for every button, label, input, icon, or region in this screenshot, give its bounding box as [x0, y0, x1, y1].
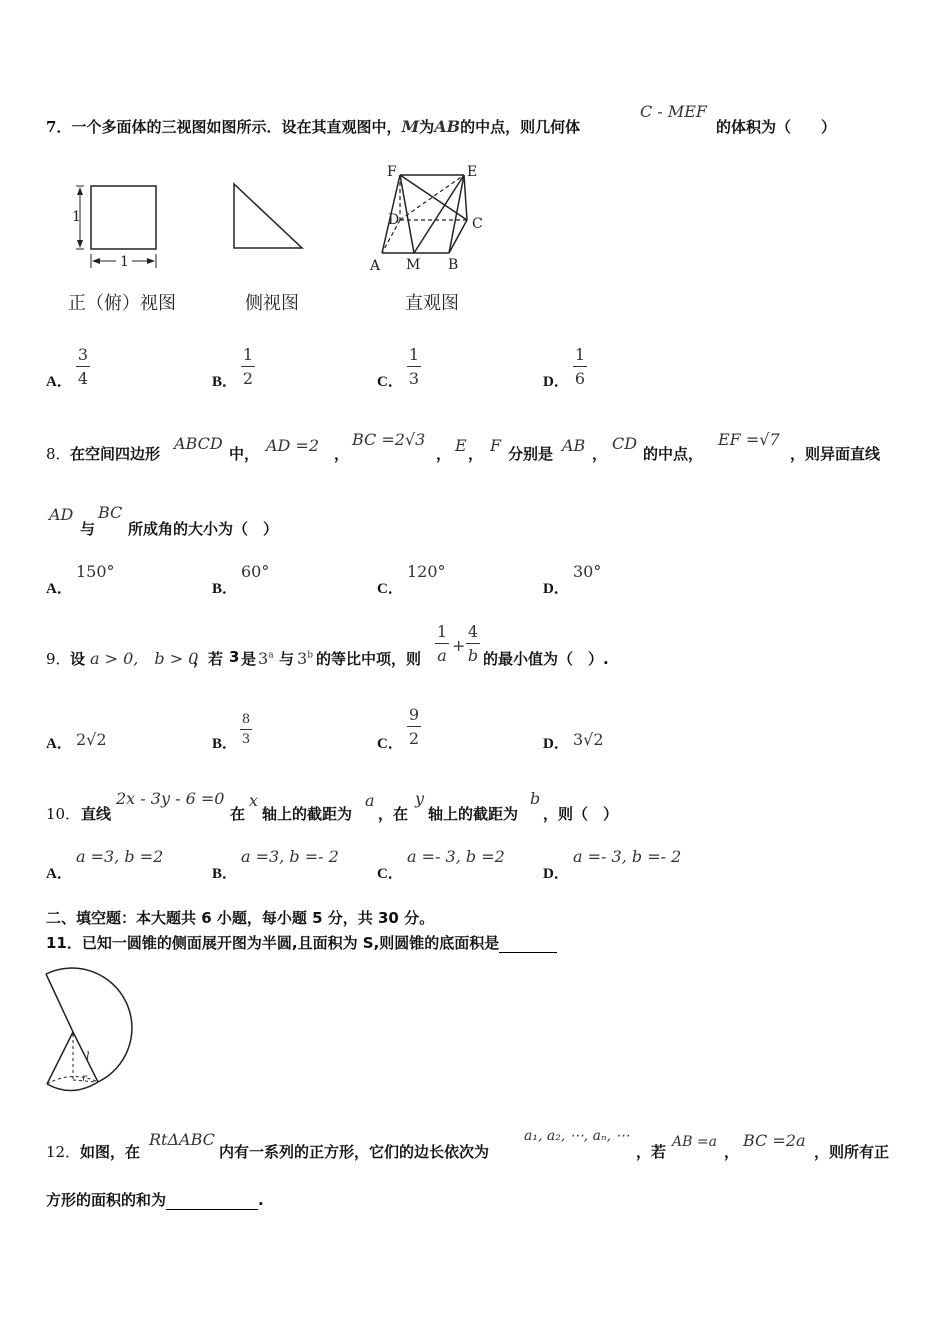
q8-option-c-label[interactable]: C． [377, 581, 403, 597]
q8-text-2: 中， [229, 445, 260, 463]
q12-text-1: 如图，在 [80, 1143, 141, 1161]
q8-comma-4: ， [592, 445, 608, 463]
q7-option-c-label[interactable]: C． [377, 374, 403, 390]
q10-option-b-value[interactable]: a =3, b =- 2 [241, 847, 339, 866]
q7-ab: AB [434, 117, 461, 136]
q10-text-5: 轴上的截距为 [428, 805, 519, 823]
cube-label-c: C [472, 216, 483, 232]
q7-d-den: 6 [574, 369, 586, 388]
q8-text-7: 所成角的大小为（ ） [128, 520, 279, 538]
sector-radius [46, 974, 73, 1032]
q9-f1-num: 1 [436, 622, 448, 641]
q7-stem [46, 116, 580, 137]
q7-option-a-value[interactable] [76, 345, 90, 388]
q12-text-2: 内有一系列的正方形，它们的边长依次为 [219, 1143, 490, 1161]
q8-option-a-label[interactable]: A． [46, 581, 72, 597]
q7-number: 7． [46, 118, 72, 136]
q7-caption-front: 正（俯）视图 [68, 293, 176, 314]
q8-text-1: 在空间四边形 [70, 445, 161, 463]
q8-option-b-value[interactable]: 60° [241, 562, 270, 581]
q10-text-6: ，则（ ） [543, 805, 619, 823]
q8-e: E [455, 436, 467, 455]
q9-power-a-exp: a [268, 650, 274, 661]
q9-option-c-value[interactable] [407, 705, 421, 748]
q9-option-d-label[interactable]: D． [543, 736, 569, 752]
q12-text-5: 方形的面积的和为 [46, 1191, 167, 1209]
q9-power-b [297, 649, 313, 668]
front-view-square [91, 186, 156, 249]
q7-b-den: 2 [242, 369, 254, 388]
q9-text-2: ，若 [193, 650, 224, 668]
q9-power-b-exp: b [307, 650, 313, 661]
q9-c-num: 9 [408, 705, 420, 724]
q10-b: b [530, 789, 541, 808]
q8-comma-2: ， [436, 445, 452, 463]
q9-option-b-label[interactable]: B． [212, 736, 238, 752]
q9-f1-den: a [437, 646, 447, 665]
q8-ad: AD =2 [266, 436, 320, 455]
q9-power-a-base: 3 [258, 649, 269, 668]
cube-label-b: B [448, 257, 459, 273]
q8-ab: AB [562, 436, 586, 455]
q9-option-a-label[interactable]: A． [46, 736, 72, 752]
q11-text: 11．已知一圆锥的侧面展开图为半圆,且面积为 S,则圆锥的底面积是 [46, 934, 500, 952]
q10-a: a [365, 791, 375, 810]
front-dim-vertical: 1 [72, 209, 81, 225]
q8-cd: CD [612, 434, 638, 453]
q9-b-num: 8 [241, 712, 251, 727]
q10-option-d-value[interactable]: a =- 3, b =- 2 [573, 847, 682, 866]
q7-caption-direct: 直观图 [405, 293, 459, 314]
q10-option-a-value[interactable]: a =3, b =2 [76, 847, 164, 866]
q8-option-d-value[interactable]: 30° [573, 562, 602, 581]
q12-rt-triangle: RtΔABC [149, 1130, 215, 1149]
q10-text-2: 在 [230, 805, 246, 823]
q10-option-c-value[interactable]: a =- 3, b =2 [407, 847, 505, 866]
q12-ab: AB =a [672, 1134, 717, 1150]
q7-option-b-label[interactable]: B． [212, 374, 238, 390]
q12-number: 12． [46, 1143, 81, 1161]
q10-option-b-label[interactable]: B． [212, 866, 238, 882]
q9-option-d-value[interactable]: 3√2 [573, 730, 604, 749]
q8-number: 8． [46, 445, 71, 463]
q8-option-b-label[interactable]: B． [212, 581, 238, 597]
q12-sequence: a₁, a₂, ⋯, aₙ, ⋯ [524, 1128, 630, 1144]
q8-f: F [490, 436, 502, 455]
q9-f2-den: b [467, 646, 479, 665]
q7-option-d-value[interactable] [573, 345, 587, 388]
q7-front-view-figure [66, 180, 176, 272]
cube-label-d: D [388, 212, 400, 228]
q11-answer-blank[interactable] [499, 934, 557, 953]
q8-option-c-value[interactable]: 120° [407, 562, 446, 581]
q9-fraction-2 [466, 622, 480, 665]
q9-fraction-1 [435, 622, 449, 665]
cube-label-a: A [370, 258, 381, 274]
q7-d-num: 1 [574, 345, 586, 364]
q9-b-den: 3 [241, 732, 251, 747]
q7-a-den: 4 [77, 369, 89, 388]
q7-m: M [401, 117, 420, 136]
q7-expression: C - MEF [640, 102, 707, 121]
q8-text-6: 与 [80, 520, 96, 538]
q9-three: 3 [229, 648, 240, 666]
q8-bc-2: BC [98, 503, 123, 522]
q10-text-1: 直线 [81, 805, 112, 823]
q9-power-b-base: 3 [297, 649, 308, 668]
q7-a-num: 3 [77, 345, 89, 364]
q10-number: 10． [46, 805, 81, 823]
q8-ef: EF =√7 [718, 430, 780, 449]
q12-line-2 [46, 1189, 264, 1210]
q9-condition: a > 0, b > 0 [90, 649, 199, 668]
q9-text-6: 的最小值为（ ）. [483, 650, 609, 668]
q9-power-a [258, 649, 274, 668]
q9-text-3: 是 [241, 650, 257, 668]
q10-text-4: ，在 [378, 805, 409, 823]
q8-ad-2: AD [49, 505, 74, 524]
q9-f2-num: 4 [467, 622, 479, 641]
q9-text-1: 设 [70, 650, 86, 668]
q10-x: x [249, 791, 259, 810]
q11-cone-figure [40, 958, 152, 1100]
q9-plus: + [452, 636, 466, 655]
q10-option-d-label[interactable]: D． [543, 866, 569, 882]
q9-option-c-label[interactable]: C． [377, 736, 403, 752]
q8-text-5: ，则异面直线 [790, 445, 881, 463]
q7-option-c-value[interactable] [407, 345, 421, 388]
q12-text-3: ，若 [636, 1143, 667, 1161]
q11-stem [46, 932, 557, 953]
q7-option-b-value[interactable] [241, 345, 255, 388]
q9-text-5: 的等比中项，则 [316, 650, 422, 668]
q10-option-a-label[interactable]: A． [46, 866, 72, 882]
q8-abcd: ABCD [174, 434, 223, 453]
q9-option-b-value[interactable] [240, 712, 252, 747]
side-view-triangle [234, 184, 302, 248]
q7-c-num: 1 [408, 345, 420, 364]
q7-text-4: 的体积为（ ） [716, 118, 837, 136]
q8-option-d-label[interactable]: D． [543, 581, 569, 597]
q8-bc: BC =2√3 [352, 430, 426, 449]
q7-text-1: 一个多面体的三视图如图所示．设在其直观图中， [71, 118, 402, 136]
q7-c-den: 3 [408, 369, 420, 388]
q7-caption-side: 侧视图 [245, 293, 299, 314]
q8-text-4: 的中点， [643, 445, 704, 463]
q12-end: . [258, 1191, 264, 1209]
q12-text-4: ，则所有正 [814, 1143, 890, 1161]
q10-equation: 2x - 3y - 6 =0 [116, 789, 225, 808]
q9-text-4: 与 [279, 650, 295, 668]
q7-text-2: 为 [419, 118, 435, 136]
front-dim-horizontal: 1 [120, 254, 129, 270]
cube-label-f: F [387, 164, 397, 180]
cube-label-m: M [406, 257, 421, 273]
radius-label: r [82, 1073, 87, 1084]
q9-number: 9． [46, 650, 71, 668]
q8-comma-3: ， [468, 445, 484, 463]
q10-text-3: 轴上的截距为 [262, 805, 353, 823]
q8-text-3: 分别是 [508, 445, 554, 463]
q7-direct-view-figure [364, 160, 494, 274]
q12-bc: BC =2a [743, 1131, 806, 1150]
cone-left-slant [47, 1032, 73, 1084]
cube-label-e: E [467, 164, 478, 180]
slant-label: l [86, 1050, 90, 1063]
q7-option-a-label[interactable]: A． [46, 374, 72, 390]
q12-answer-blank[interactable] [166, 1191, 258, 1210]
q8-option-a-value[interactable]: 150° [76, 562, 115, 581]
cone-base-front [47, 1082, 98, 1091]
section-2-heading: 二、填空题：本大题共 6 小题，每小题 5 分，共 30 分。 [46, 909, 435, 927]
q7-text-3: 的中点，则几何体 [460, 118, 581, 136]
q9-c-den: 2 [408, 729, 420, 748]
q10-y: y [415, 789, 425, 808]
q9-option-a-value[interactable]: 2√2 [76, 730, 107, 749]
q8-comma-1: ， [334, 445, 350, 463]
q12-comma: ， [724, 1143, 740, 1161]
q7-b-num: 1 [242, 345, 254, 364]
q7-side-view-figure [226, 178, 310, 254]
q10-option-c-label[interactable]: C． [377, 866, 403, 882]
q7-option-d-label[interactable]: D． [543, 374, 569, 390]
